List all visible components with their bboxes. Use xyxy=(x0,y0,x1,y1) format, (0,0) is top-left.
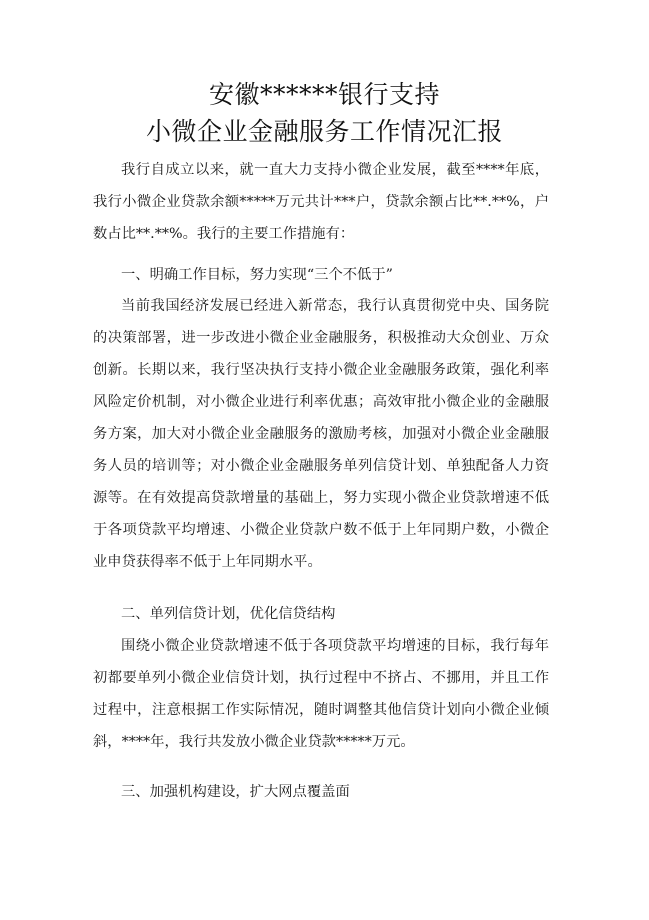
document-title-line1: 安徽******银行支持 xyxy=(208,80,440,109)
intro-paragraph: 我行自成立以来，就一直大力支持小微企业发展，截至****年底，我行小微企业贷款余额*****万元共计***户，贷款余额占比**.**%，户数占比**.**%。我行的主要工作措施有： xyxy=(93,162,549,242)
document-title-line2: 小微企业金融服务工作情况汇报 xyxy=(145,117,503,146)
section2-heading: 二、单列信贷计划，优化信贷结构 xyxy=(121,606,336,622)
section3-heading: 三、加强机构建设，扩大网点覆盖面 xyxy=(121,784,350,800)
section2-paragraph: 围绕小微企业贷款增速不低于各项贷款平均增速的目标，我行每年初都要单列小微企业信贷计划，执行过程中不挤占、不挪用，并且工作过程中，注意根据工作实际情况，随时调整其他信贷计划向小微企业倾斜，****年，我行共发放小微企业贷款*****万元。 xyxy=(93,638,549,750)
section1-paragraph: 当前我国经济发展已经进入新常态，我行认真贯彻党中央、国务院的决策部署，进一步改进小微企业金融服务，积极推动大众创业、万众创新。长期以来，我行坚决执行支持小微企业金融服务政策，强化利率风险定价机制，对小微企业进行利率优惠；高效审批小微企业的金融服务方案，加大对小微企业金融服务的激励考核，加强对小微企业金融服务人员的培训等；对小微企业金融服务单列信贷计划、单独配备人力资源等。在有效提高贷款增量的基础上，努力实现小微企业贷款增速不低于各项贷款平均增速、小微企业贷款户数不低于上年同期户数，小微企业申贷获得率不低于上年同期水平。 xyxy=(93,298,549,570)
section1-heading: 一、明确工作目标，努力实现“三个不低于” xyxy=(121,267,393,283)
